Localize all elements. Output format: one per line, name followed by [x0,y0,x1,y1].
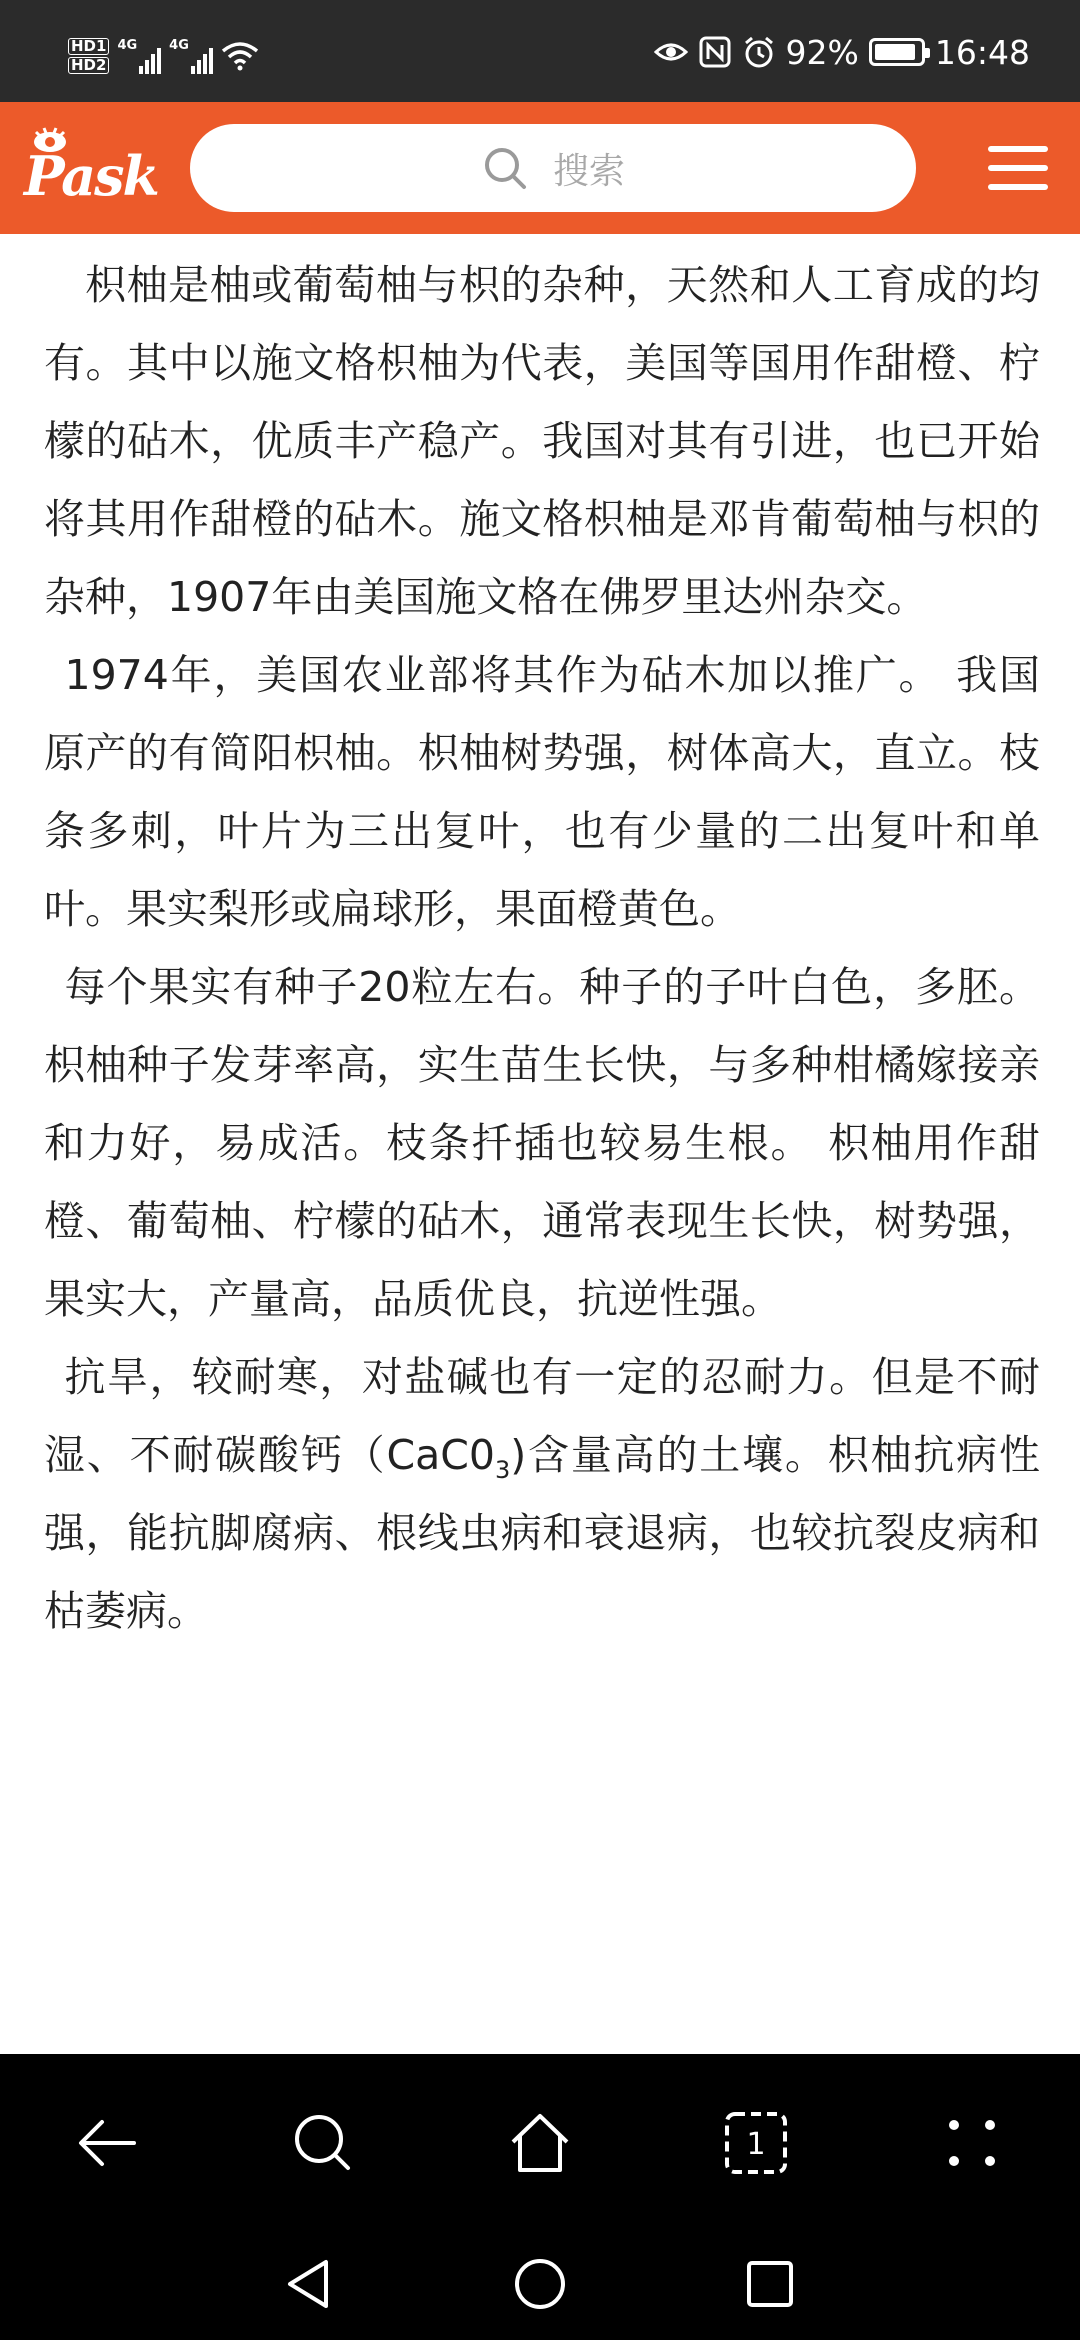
logo[interactable] [24,126,158,212]
menu-icon[interactable] [988,142,1048,194]
signal-icon [117,38,161,74]
search-icon[interactable] [288,2108,358,2178]
paragraph-4 [44,1338,1040,1650]
tabs-icon[interactable] [721,2108,791,2178]
hd1-label: HD1 [68,38,109,55]
status-right [654,28,1030,76]
hd-icon [68,38,109,74]
battery-percent: 92% [785,32,859,72]
paragraph-4-part-1: 抗旱，较耐寒，对盐碱也有一定的忍耐力。但是不耐湿、不耐碳酸钙（CaC0 [44,1353,1040,1479]
eye-icon [654,35,688,69]
nav-recents-icon[interactable] [742,2256,798,2312]
search-icon [481,144,529,192]
browser-toolbar [0,2054,1080,2230]
nav-home-icon[interactable] [512,2256,568,2312]
search-input[interactable] [190,124,916,212]
alarm-icon [742,35,776,69]
wifi-icon [221,41,259,71]
search-placeholder: 搜索 [552,150,625,192]
paragraph-4-subscript: 3 [494,1456,511,1485]
more-icon[interactable] [937,2108,1007,2178]
battery-icon [869,38,925,66]
paragraph-4-part-2: )含量高的土壤。枳柚抗病性强，能抗脚腐病、根线虫病和衰退病，也较抗裂皮病和枯萎病。 [44,1431,1040,1635]
nav-back-icon[interactable] [282,2256,338,2312]
status-bar [0,0,1080,102]
article-content [0,234,1080,2054]
net1-label: 4G [117,38,138,53]
net2-label: 4G [169,38,189,53]
signal-icon-2 [169,38,213,74]
home-icon[interactable] [505,2108,575,2178]
paragraph-1: 枳柚是柚或葡萄柚与枳的杂种，天然和人工育成的均有。其中以施文格枳柚为代表，美国等国用作甜橙、柠檬的砧木，优质丰产稳产。我国对其有引进，也已开始将其用作甜橙的砧木。施文格枳柚是邓肯葡萄柚与枳的杂种，1907年由美国施文格在佛罗里达州杂交。 [44,261,1040,621]
app-header [0,102,1080,234]
tabs-count: 1 [746,2127,766,2162]
system-nav-bar [0,2230,1080,2340]
back-icon[interactable] [72,2108,142,2178]
paragraph-3: 每个果实有种子20粒左右。种子的子叶白色，多胚。枳柚种子发芽率高，实生苗生长快，与多种柑橘嫁接亲和力好，易成活。枝条扦插也较易生根。 枳柚用作甜橙、葡萄柚、柠檬的砧木，通常表现生长快，树势强，果实大，产量高，品质优良，抗逆性强。 [44,963,1040,1323]
status-left [68,30,259,82]
logo-text: Pask [24,144,158,208]
hd2-label: HD2 [68,57,109,74]
clock: 16:48 [934,32,1030,72]
paragraph-2: 1974年，美国农业部将其作为砧木加以推广。 我国原产的有简阳枳柚。枳柚树势强，树体高大，直立。枝条多刺，叶片为三出复叶，也有少量的二出复叶和单叶。果实梨形或扁球形，果面橙黄色。 [44,651,1040,933]
nfc-icon [698,35,732,69]
article-body [0,234,1080,1650]
